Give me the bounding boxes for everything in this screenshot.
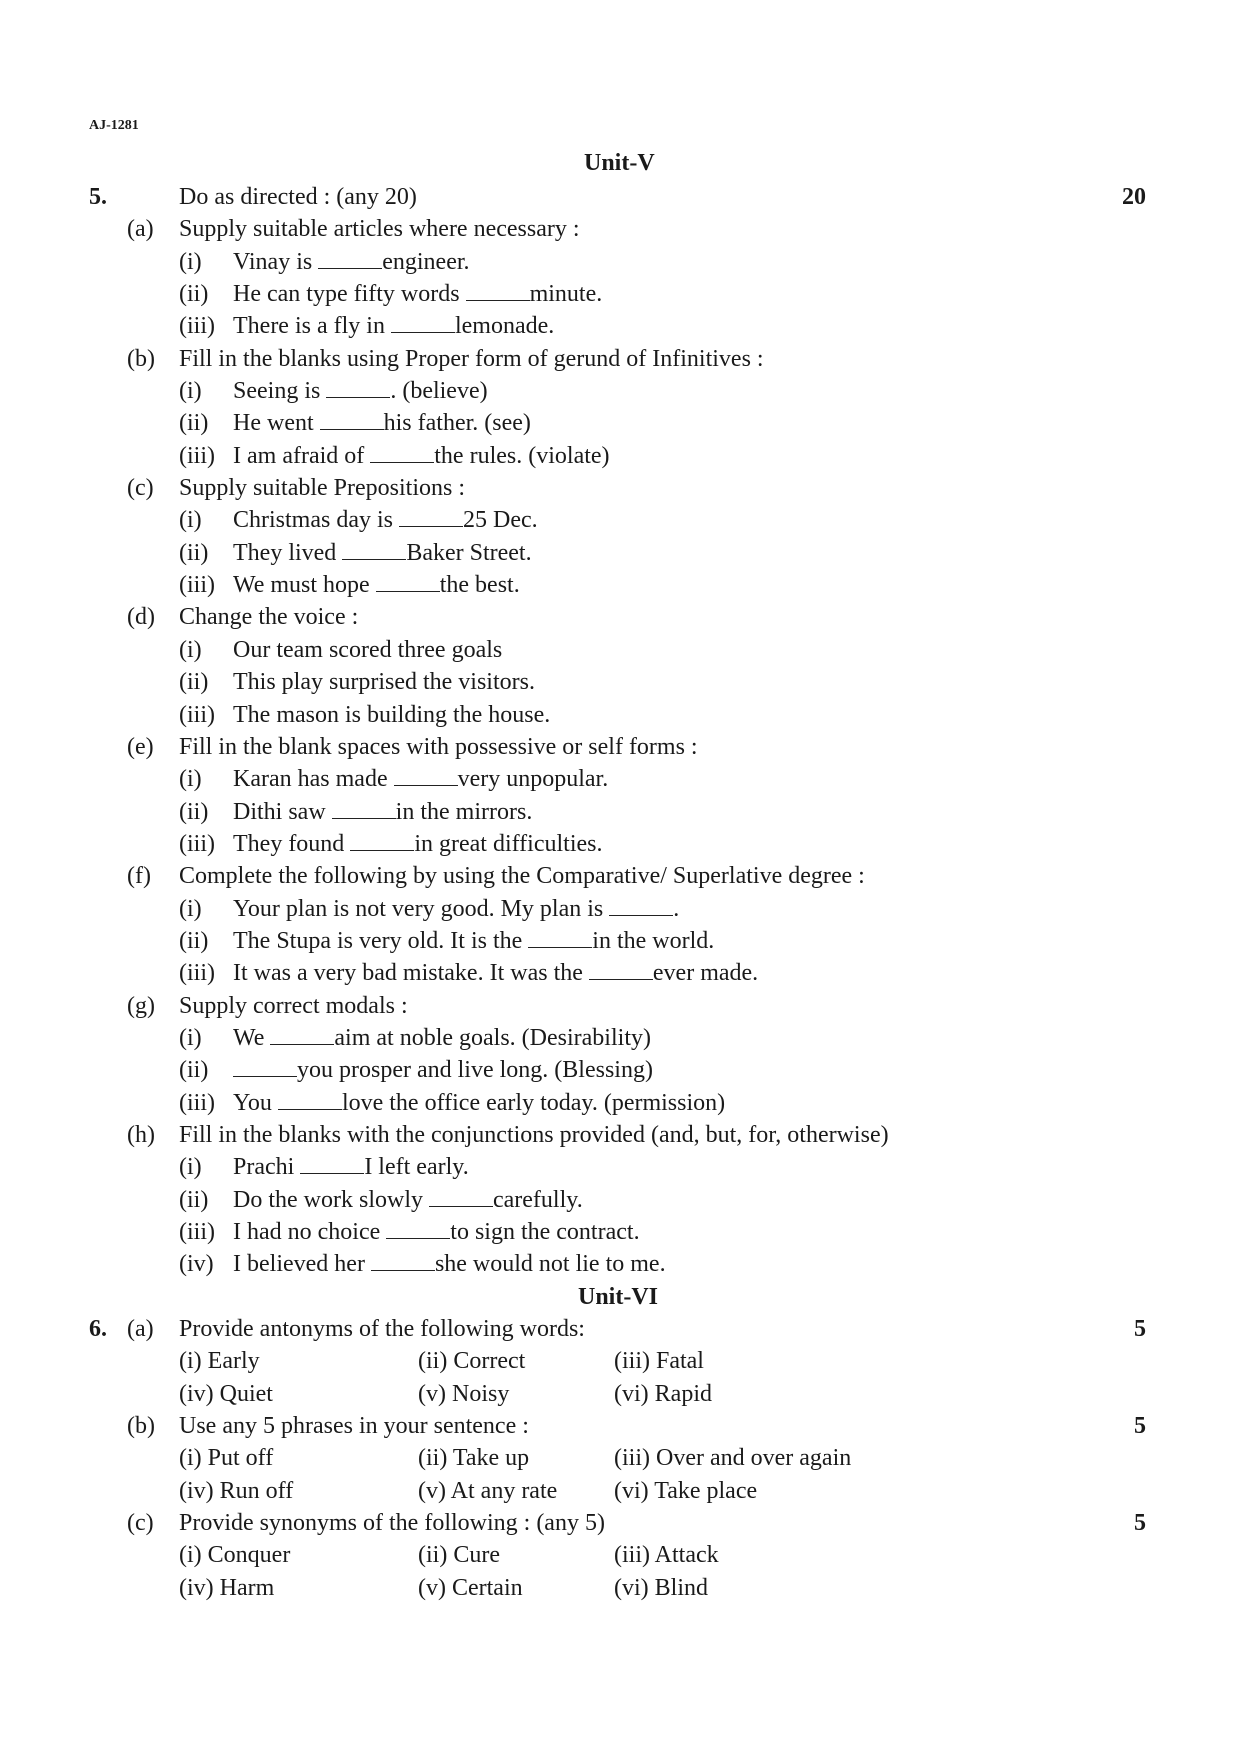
subquestion-text: Supply suitable Prepositions : [179, 475, 466, 502]
item-c-0 [0, 504, 1242, 536]
item-pre: They lived [233, 539, 337, 566]
word-item: (iii) Over and over again [614, 1445, 852, 1472]
item-number: (i) [179, 766, 202, 793]
item-post: the rules. (violate) [434, 442, 610, 469]
item-h-2 [0, 1216, 1242, 1248]
item-d-1 [0, 666, 1242, 698]
subquestion-label: (a) [127, 216, 154, 243]
item-text [233, 310, 554, 342]
item-number: (iii) [179, 701, 215, 728]
item-post: minute. [529, 281, 603, 308]
item-number: (ii) [179, 798, 209, 825]
blank-line [318, 246, 382, 269]
subquestion-text: Fill in the blanks with the conjunctions provided (and, but, for, otherwise) [179, 1121, 889, 1148]
item-g-2 [0, 1087, 1242, 1119]
blank-line [394, 764, 458, 787]
blank-line [320, 408, 384, 431]
item-post: . [673, 895, 680, 922]
blank-line [609, 893, 673, 916]
word-item: (v) Certain [418, 1574, 523, 1601]
item-number: (i) [179, 507, 202, 534]
item-text [233, 666, 535, 698]
blank-line [391, 311, 455, 334]
item-post: carefully. [492, 1186, 583, 1213]
item-g-0 [0, 1022, 1242, 1054]
item-d-0 [0, 634, 1242, 666]
word-item: (vi) Take place [614, 1477, 758, 1504]
subquestion-h [0, 1119, 1242, 1151]
item-post: love the office early today. (permission) [341, 1089, 726, 1116]
item-number: (iii) [179, 830, 215, 857]
item-post: aim at noble goals. (Desirability) [334, 1024, 651, 1051]
word-item: (i) Put off [179, 1445, 274, 1472]
item-pre: You [233, 1089, 272, 1116]
subquestion-marks: 5 [1134, 1413, 1146, 1440]
item-f-1 [0, 925, 1242, 957]
item-h-3 [0, 1248, 1242, 1280]
word-item: (ii) Correct [418, 1348, 526, 1375]
unit6-subquestion-a [0, 1313, 1242, 1345]
blank-line [300, 1152, 364, 1175]
item-post: I left early. [364, 1154, 469, 1181]
blank-line [371, 1249, 435, 1272]
item-pre: They found [233, 830, 345, 857]
item-pre: We must hope [233, 572, 370, 599]
subquestion-e [0, 731, 1242, 763]
blank-line [429, 1184, 493, 1207]
word-item: (iii) Fatal [614, 1348, 704, 1375]
item-number: (iv) [179, 1251, 214, 1278]
item-a-0 [0, 246, 1242, 278]
item-post: in great difficulties. [414, 830, 603, 857]
question-marks: 20 [1122, 184, 1146, 210]
word-row-a-0 [0, 1345, 1242, 1377]
item-number: (iii) [179, 572, 215, 599]
word-item: (i) Early [179, 1348, 260, 1375]
blank-line [278, 1087, 342, 1110]
item-pre: Seeing is [233, 378, 321, 405]
unit6-subquestion-c [0, 1507, 1242, 1539]
word-item: (vi) Rapid [614, 1380, 712, 1407]
item-pre: The Stupa is very old. It is the [233, 927, 523, 954]
subquestion-label: (c) [127, 1510, 154, 1537]
item-g-1 [0, 1054, 1242, 1086]
word-row-b-1 [0, 1475, 1242, 1507]
item-number: (ii) [179, 539, 209, 566]
word-item: (iv) Quiet [179, 1380, 273, 1407]
item-sentence: This play surprised the visitors. [233, 669, 535, 696]
subquestion-b [0, 343, 1242, 375]
item-pre: Karan has made [233, 766, 388, 793]
item-sentence: The mason is building the house. [233, 701, 551, 728]
subquestion-g [0, 990, 1242, 1022]
blank-line [370, 440, 434, 463]
item-post: his father. (see) [383, 410, 531, 437]
item-d-2 [0, 699, 1242, 731]
item-number: (i) [179, 895, 202, 922]
item-post: in the world. [592, 927, 715, 954]
question-lines [0, 181, 1242, 1604]
item-text [233, 246, 470, 278]
item-sentence: Our team scored three goals [233, 636, 503, 663]
question-number: 6. [89, 1316, 107, 1343]
subquestion-label: (f) [127, 863, 151, 890]
item-text [233, 504, 538, 536]
item-a-1 [0, 278, 1242, 310]
item-post: lemonade. [454, 313, 555, 340]
item-post: Baker Street. [406, 539, 532, 566]
item-pre: Prachi [233, 1154, 295, 1181]
subquestion-label: (e) [127, 733, 154, 760]
subquestion-label: (h) [127, 1121, 155, 1148]
blank-line [399, 505, 463, 528]
item-b-1 [0, 407, 1242, 439]
unit-6-title: Unit-VI [578, 1283, 659, 1310]
item-text [233, 407, 531, 439]
item-number: (iii) [179, 960, 215, 987]
item-post: the best. [439, 572, 520, 599]
item-pre: There is a fly in [233, 313, 385, 340]
word-item: (v) Noisy [418, 1380, 510, 1407]
blank-line [233, 1055, 297, 1078]
item-post: very unpopular. [457, 766, 609, 793]
blank-line [386, 1216, 450, 1239]
word-item: (ii) Take up [418, 1445, 530, 1472]
item-text [233, 1216, 640, 1248]
blank-line [466, 278, 530, 301]
blank-line [589, 958, 653, 981]
unit-5-title: Unit-V [584, 150, 655, 176]
item-text [233, 796, 532, 828]
question-number: 5. [89, 184, 107, 210]
item-pre: Christmas day is [233, 507, 393, 534]
blank-line [270, 1022, 334, 1045]
item-text [233, 699, 550, 731]
item-number: (ii) [179, 1186, 209, 1213]
item-text [233, 957, 758, 989]
item-text [233, 278, 602, 310]
blank-line [376, 570, 440, 593]
item-b-0 [0, 375, 1242, 407]
question-text: Do as directed : (any 20) [179, 184, 417, 210]
subquestion-label: (c) [127, 475, 154, 502]
subquestion-c [0, 472, 1242, 504]
subquestion-text: Supply suitable articles where necessary : [179, 216, 580, 243]
item-c-1 [0, 537, 1242, 569]
item-post: 25 Dec. [463, 507, 538, 534]
item-number: (ii) [179, 410, 209, 437]
subquestion-text: Fill in the blanks using Proper form of gerund of Infinitives : [179, 345, 764, 372]
subquestion-text: Provide synonyms of the following : (any 5) [179, 1510, 605, 1537]
item-h-0 [0, 1151, 1242, 1183]
word-row-c-1 [0, 1572, 1242, 1604]
paper-code: AJ-1281 [89, 118, 139, 133]
word-item: (v) At any rate [418, 1477, 558, 1504]
subquestion-marks: 5 [1134, 1510, 1146, 1537]
item-text [233, 634, 502, 666]
item-pre: We [233, 1024, 265, 1051]
item-b-2 [0, 440, 1242, 472]
item-post: ever made. [652, 960, 759, 987]
item-text [233, 828, 602, 860]
item-pre: I believed her [233, 1251, 365, 1278]
word-item: (i) Conquer [179, 1542, 291, 1569]
item-post: . (believe) [390, 378, 488, 405]
item-text [233, 1248, 666, 1280]
item-pre: Dithi saw [233, 798, 326, 825]
subquestion-label: (d) [127, 604, 155, 631]
item-text [233, 537, 532, 569]
item-e-0 [0, 763, 1242, 795]
item-post: to sign the contract. [450, 1219, 640, 1245]
item-f-2 [0, 957, 1242, 989]
item-text [233, 375, 488, 407]
item-text [233, 569, 520, 601]
blank-line [342, 537, 406, 560]
word-row-b-0 [0, 1442, 1242, 1474]
word-row-a-1 [0, 1378, 1242, 1410]
item-h-1 [0, 1184, 1242, 1216]
unit-6-title-line [0, 1281, 1242, 1313]
subquestion-f [0, 860, 1242, 892]
item-f-0 [0, 893, 1242, 925]
item-text [233, 1022, 651, 1054]
subquestion-label: (g) [127, 992, 155, 1019]
item-post: engineer. [382, 248, 470, 275]
item-post: you prosper and live long. (Blessing) [297, 1057, 653, 1084]
item-number: (i) [179, 248, 202, 275]
item-pre: Do the work slowly [233, 1186, 423, 1213]
item-e-2 [0, 828, 1242, 860]
item-pre: It was a very bad mistake. It was the [233, 960, 583, 987]
item-pre: I had no choice [233, 1219, 381, 1245]
word-item: (iv) Run off [179, 1477, 294, 1504]
item-pre: Vinay is [233, 248, 313, 275]
word-item: (iv) Harm [179, 1574, 275, 1601]
word-item: (ii) Cure [418, 1542, 500, 1569]
subquestion-label: (b) [127, 345, 155, 372]
item-pre: He went [233, 410, 314, 437]
item-e-1 [0, 796, 1242, 828]
question-5-line [0, 181, 1242, 213]
item-post: she would not lie to me. [434, 1251, 666, 1278]
word-row-c-0 [0, 1539, 1242, 1571]
blank-line [528, 925, 592, 948]
item-number: (i) [179, 378, 202, 405]
item-number: (iii) [179, 313, 215, 340]
item-text [233, 763, 608, 795]
item-text [233, 893, 679, 925]
unit6-subquestion-b [0, 1410, 1242, 1442]
subquestion-text: Change the voice : [179, 604, 359, 631]
item-number: (i) [179, 1024, 202, 1051]
subquestion-text: Supply correct modals : [179, 992, 408, 1019]
item-pre: I am afraid of [233, 442, 365, 469]
item-number: (ii) [179, 669, 209, 696]
blank-line [350, 828, 414, 851]
item-number: (ii) [179, 281, 209, 308]
item-text [233, 1087, 725, 1119]
item-text [233, 1151, 469, 1183]
item-text [233, 1184, 583, 1216]
word-item: (iii) Attack [614, 1542, 719, 1569]
item-c-2 [0, 569, 1242, 601]
subquestion-text: Fill in the blank spaces with possessive or self forms : [179, 733, 698, 760]
subquestion-label: (b) [127, 1413, 155, 1440]
item-text [233, 1054, 653, 1086]
item-number: (i) [179, 1154, 202, 1181]
item-text [233, 925, 714, 957]
item-number: (ii) [179, 1057, 209, 1084]
item-number: (ii) [179, 927, 209, 954]
word-item: (vi) Blind [614, 1574, 708, 1601]
subquestion-text: Use any 5 phrases in your sentence : [179, 1413, 529, 1440]
item-number: (i) [179, 636, 202, 663]
subquestion-label: (a) [127, 1316, 154, 1343]
blank-line [326, 375, 390, 398]
subquestion-text: Provide antonyms of the following words: [179, 1316, 585, 1343]
item-post: in the mirrors. [395, 798, 533, 825]
item-pre: He can type fifty words [233, 281, 460, 308]
item-a-2 [0, 310, 1242, 342]
blank-line [332, 796, 396, 819]
item-text [233, 440, 610, 472]
subquestion-text: Complete the following by using the Comparative/ Superlative degree : [179, 863, 865, 890]
item-pre: Your plan is not very good. My plan is [233, 895, 604, 922]
item-number: (iii) [179, 1089, 215, 1116]
subquestion-marks: 5 [1134, 1316, 1146, 1343]
subquestion-a [0, 213, 1242, 245]
item-number: (iii) [179, 442, 215, 469]
subquestion-d [0, 601, 1242, 633]
item-number: (iii) [179, 1219, 215, 1245]
